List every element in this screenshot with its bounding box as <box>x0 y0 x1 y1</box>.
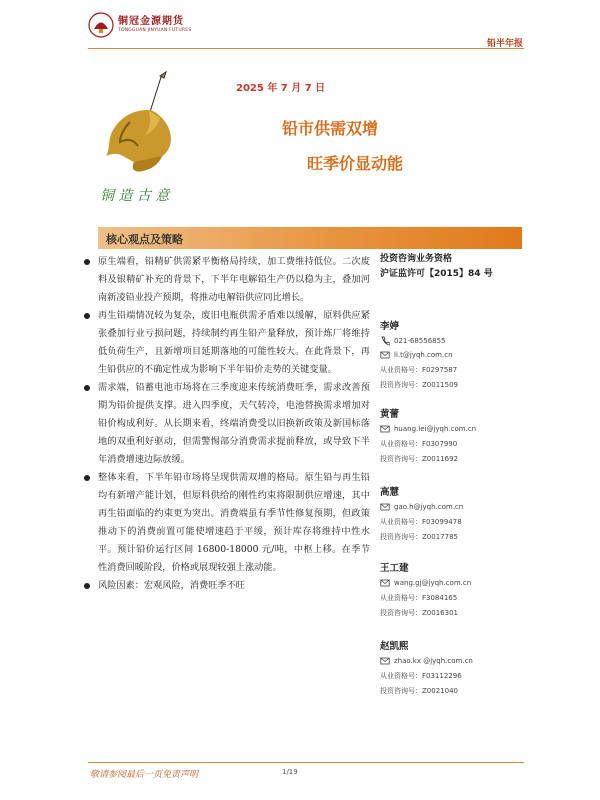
email-icon <box>380 578 390 588</box>
analyst-card <box>380 406 520 464</box>
analyst-phone: 021-68556855 <box>394 337 446 345</box>
report-type: 铅半年报 <box>486 39 523 49</box>
analyst-consult: 投资咨询号：Z0021040 <box>380 687 458 695</box>
phone-icon <box>380 336 390 346</box>
analyst-cert: 从业资格号：F3084165 <box>380 594 458 602</box>
analyst-card <box>380 638 520 696</box>
key-point-supply-primary: 原生端看，铅精矿供需紧平衡格局持续，加工费维持低位。二次废料及银精矿补充的背景下，下半年电解铅生产仍以稳为主，叠加河南新凌铅业投产预期，将推动电解铅供应同比增长。 <box>82 253 370 307</box>
analyst-phone-row <box>380 336 520 346</box>
header-divider <box>88 48 524 49</box>
analyst-name: 赵凯熙 <box>380 641 409 652</box>
analyst-cert: 从业资格号：F03112296 <box>380 672 462 680</box>
report-date: 2025 年 7 月 7 日 <box>236 83 326 94</box>
analyst-email-row <box>380 656 520 666</box>
analyst-email-row <box>380 502 520 512</box>
analyst-email[interactable]: wang.gj@jyqh.com.cn <box>394 579 472 587</box>
analyst-name: 高慧 <box>380 487 400 498</box>
analyst-cert: 从业资格号：F0297587 <box>380 366 458 374</box>
analyst-cert: 从业资格号：F03099478 <box>380 518 462 526</box>
analyst-email[interactable]: huang.lei@jyqh.com.cn <box>394 425 477 433</box>
analyst-consult: 投资咨询号：Z0011692 <box>380 455 458 463</box>
analyst-name: 李婷 <box>380 321 400 332</box>
company-name-en: TONGGUAN JINYUAN FUTURES <box>118 27 192 33</box>
key-point-supply-secondary: 再生铅端情况较为复杂，废旧电瓶供需矛盾难以缓解，原料供应紧张叠加行业亏损问题，持续制约再生铅产量释放，预计炼厂将维持低负荷生产，且新增项目延期落地的可能性较大。在此背景下，再生铅供应的不确定性成为影响下半年铅价走势的关键变量。 <box>82 307 370 379</box>
key-point-overall: 整体来看，下半年铅市场将呈现供需双增的格局。原生铅与再生铅均有新增产能计划，但原料供给的刚性约束将限制供应增速，其中再生铅面临的约束更为突出。消费端虽有季节性修复预期，但政策推动下的消费前置可能使增速趋于平缓，预计库存将维持中性水平。预计铅价运行区间 16800-18000 元/吨，中枢上移。在季节性消费回暖阶段，价格或展现较强上涨动能。 <box>82 469 370 577</box>
analyst-email[interactable]: gao.h@jyqh.com.cn <box>394 503 464 511</box>
page-number: 1/19 <box>282 768 298 776</box>
email-icon <box>380 502 390 512</box>
section-header-bar <box>98 227 522 249</box>
analyst-email-row <box>380 578 520 588</box>
footer-divider <box>88 762 524 763</box>
company-name-cn: 铜冠金源期货 <box>118 15 184 27</box>
email-icon <box>380 656 390 666</box>
analyst-consult: 投资咨询号：Z0011509 <box>380 381 458 389</box>
key-point-risk: 风险因素：宏观风险，消费旺季不旺 <box>82 577 370 595</box>
email-icon <box>380 350 390 360</box>
analyst-panel <box>380 252 520 695</box>
horse-illustration <box>90 70 202 220</box>
report-title-line1: 铅市供需双增 <box>282 119 379 138</box>
section-title: 核心观点及策略 <box>106 233 183 246</box>
page-header <box>0 0 600 52</box>
analyst-email[interactable]: zhao.kx @jyqh.com.cn <box>394 657 473 665</box>
analyst-name: 王工建 <box>380 563 409 574</box>
svg-text:铜 造 古 意: 铜 造 古 意 <box>100 188 170 204</box>
analyst-card <box>380 318 520 390</box>
footer-disclaimer: 敬请参阅最后一页免责声明 <box>90 770 199 780</box>
qualification-line1: 投资咨询业务资格 <box>380 254 453 264</box>
report-title-line2: 旺季价显动能 <box>307 154 404 173</box>
analyst-consult: 投资咨询号：Z0017785 <box>380 533 458 541</box>
qualification-line2: 沪证监许可【2015】84 号 <box>380 269 493 279</box>
company-logo <box>88 12 191 38</box>
analyst-cert: 从业资格号：F0307990 <box>380 440 458 448</box>
analyst-card <box>380 484 520 542</box>
analyst-consult: 投资咨询号：Z0016301 <box>380 609 458 617</box>
analyst-name: 黄蕾 <box>380 409 400 420</box>
company-logo-icon <box>88 12 114 38</box>
analyst-email-row <box>380 350 520 360</box>
key-point-demand: 需求端，铅蓄电池市场将在三季度迎来传统消费旺季，需求改善预期为铅价提供支撑。进入四季度，天气转冷，电池替换需求增加对铅价构成利好。从长期来看，终端消费受以旧换新政策及新国标落地的双重利好驱动，但需警惕部分消费需求提前释放，或导致下半年消费增速边际放缓。 <box>82 379 370 469</box>
analyst-email-row <box>380 424 520 434</box>
key-points <box>82 253 370 595</box>
analyst-email[interactable]: li.t@jyqh.com.cn <box>394 351 453 359</box>
email-icon <box>380 424 390 434</box>
analyst-card <box>380 560 520 618</box>
